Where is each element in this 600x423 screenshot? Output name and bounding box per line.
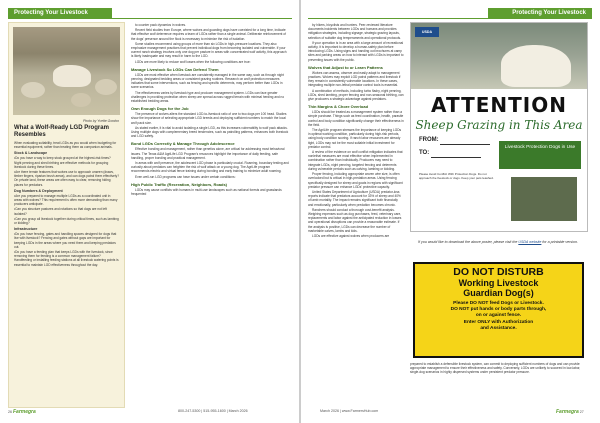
sidebar-box — [8, 22, 125, 408]
usda-logo: USDA — [415, 27, 439, 37]
body-paragraph: LGDs may cause conflicts with humans in multi-use landscapes such as national forests and grasslands frequented — [131, 187, 282, 197]
sidebar-intro: When evaluating suitability, treat LGDs as you would when budgeting for essential equipment, rather than treating them as companion animals. — [14, 141, 117, 150]
body-paragraph: Some studies recommend using groups of more than six LGDs in high-pressure locations. They also emphasize management practices that prevent individual dogs from becoming isolated and vulnerable. If your current ranch strategy involves only one dog per pasture in areas with concentrated wolf activity, this approach is likely inadequate and may result in harm to the LGD. — [131, 41, 287, 59]
section-heading: Manage Livestock So LGDs Can Defend Them — [131, 66, 219, 72]
page-number-left: 26 — [8, 410, 12, 414]
sidebar-bullet: • Can you structure pastures and rotations so that dogs are not left isolated? — [14, 207, 119, 215]
body-paragraph: Recent field studies from Europe, where wolves and guarding dogs have coexisted for a long time, indicate that effective wolf deterrence requires a team of LGDs rather than a single animal. Deliberate reinforcement of the dogs' presence around the flock is necessary to minimize the risk of isolation. — [131, 28, 286, 41]
body-paragraph: Ranchers should conduct a thorough cost-benefit analysis. Weighing expenses such as dog purchases, feed, veterinary care, replacements and labor against the anticipated reduction in losses and operational disruptions can provide a reasonable estimate. If the analysis is positive, LGDs can decrease the number of marketable calves, lambs and kids. — [308, 207, 402, 233]
sign-line-3: Guardian Dog(s) — [463, 288, 534, 298]
sidebar-heading: Dog Numbers & Deployment — [14, 188, 63, 193]
sign-small-5: and Assistance. — [480, 326, 517, 331]
poster-from: FROM: — [419, 135, 587, 145]
body-paragraph: LGDs are effective against wolves when producers are — [312, 233, 390, 238]
sign-line-2: Working Livestock — [458, 278, 539, 288]
header-right: Protecting Your Livestock — [488, 8, 592, 19]
brand-logo-left: Farmegra — [13, 409, 36, 415]
sidebar-bullet: • Do you have a feeding plan that keeps LGDs with the livestock, since removing them for feeding is a common management failure? Handfeeding or installing feeding stations at all livestock watering points is essential to maintain LGD effectiveness throughout the day. — [14, 250, 119, 267]
sidebar-title: What a Wolf-Ready LGD Program Resembles — [14, 125, 109, 138]
body-paragraph: As stated earlier, it is vital to avoid isolating a single LGD, as this increases vulnerability to wolf pack attacks. Using multiple dogs with complementary breed tendencies, such as patrolling patterns, enhances both livestock and LGD safety. — [131, 125, 289, 139]
body-paragraph: In areas with wolf presence, the adolescent LGD phase is particularly crucial. Roaming, boundary testing and curiosity about predators can heighten the risk of wolf attack on a young dog. The AgriLife program recommends electric and virtual fence training during bonding and early training to minimize adult roaming. — [131, 161, 289, 174]
sidebar-bullet: • Do you have a way to keep stock grouped at the highest-risk times? Night penning and shed birthing are effective methods for grouping livestock during these times. — [14, 156, 119, 169]
section-heading: High Public Traffic (Recreation, Neighbors, Roads) — [131, 181, 228, 187]
footer-right — [556, 409, 584, 415]
body-paragraph: Effective bonding and management, rather than genetics alone, are critical for addressing most behavioral issues. The Texas A&M AgriLife LGD Program's resources highlight the importance of daily feeding, safe handling, proper bonding and practical management. — [131, 147, 285, 160]
section-heading: Thin Margins & Chore Overload — [308, 104, 369, 110]
sidebar-bullet: • Are there terrain features that wolves use to approach unseen (draws, timber fingers, riparian brush areas), and can dogs patrol them effectively? On private land, these areas are often easy to clear, removing hiding places for predators. — [14, 170, 119, 187]
section-heading: Wolves that Adjust to or Learn Patterns — [308, 64, 383, 70]
body-paragraph: A review of the evidence on wolf conflict mitigation indicates that nonlethal measures are most effective when implemented in combination rather than individually. Producers may need to integrate LGDs, night penning, targeted fencing and deterrents during vulnerable periods such as calving, lambing or kidding. — [308, 150, 403, 171]
poster-caption: If you would like to download the above poster, please visit the USDA website for a printable version. — [418, 240, 578, 244]
poster-bottom — [419, 173, 581, 227]
poster-banner: Livestock Protection Dogs in Use — [499, 141, 581, 169]
body-paragraph: Proper fencing, including appropriate woven wire size, is often overlooked but is critical in high-predation areas. Using fencing specifically designed for sheep and goats in regions with significant predator pressure can enhance LGDs' protective capacity. — [308, 172, 403, 189]
article-column-3 — [308, 22, 404, 407]
sidebar-heading: Stock & Landscape — [14, 151, 48, 156]
footer-center-left: 800-247-5300 | 515-955-1600 | March 2026 — [178, 409, 248, 413]
sign-line-1: DO NOT DISTURB — [453, 266, 544, 278]
header-rule-right — [308, 18, 592, 19]
body-paragraph: LGDs are more likely to reduce wolf losses when the following conditions are true: — [135, 59, 251, 64]
body-paragraph: Even well-run LGD programs can have issues under certain conditions: — [135, 174, 236, 179]
sidebar-bullet: • Are you prepared to manage multiple LGDs as a coordinated unit in areas with wolves? This requirement is often more demanding than many producers anticipate. — [14, 194, 119, 207]
footer-center-right: March 2026 | www.FarmersHub.com — [320, 409, 379, 413]
body-paragraph: The effectiveness varies by livestock type and producer management system. LGDs can face greater challenges in providing protection when sheep are spread across rugged terrain with minimal herding and no established bedding areas. — [131, 90, 285, 104]
poster-to: TO: — [419, 148, 587, 158]
brand-logo-right: Farmegra — [556, 409, 579, 415]
poster-dog-photo — [511, 177, 577, 221]
sheep-dog-photo — [13, 27, 120, 115]
body-paragraph: The presence of wolves alters the standard LGD-to-livestock ratio of one to two dogs per 100 head. Studies show the importance of selecting appropriate LGD breeds and deploying sufficient numbers to match the local wolf pack size. — [131, 112, 287, 125]
body-paragraph: A combination of methods, including turbo fladry, night penning, LGDs, shed lambing, proper fencing and non-seasonal birthing, can give producers a strategic advantage against predators. — [308, 88, 404, 102]
poster-subtitle: Sheep Grazing in This Area — [415, 118, 583, 132]
sign-small-4: Enter ONLY with Authorization — [463, 320, 534, 325]
poster-photo — [411, 23, 587, 89]
body-paragraph: United States Department of Agriculture (USDA) predator-loss reports indicate that predators account for 33% of sheep and 40% of lamb mortality. The impact remains significant both financially and emotionally, particularly when predation becomes chronic. — [308, 189, 401, 207]
body-paragraph: The AgriLife program stresses the importance of keeping LGDs in optimal working condition, particularly during high-risk periods, using body condition scoring. If ranch labor resources are already tight, LGDs may not be the most suitable initial investment for predator control. — [308, 128, 402, 149]
article-column-2 — [131, 22, 289, 407]
poster-small-text: Please Avoid Conflict With Protection Dogs. Do not approach the livestock or dogs. Keep your pets leashed. — [419, 172, 494, 180]
body-paragraph: by hikers, bicyclists and hunters. Peer-reviewed literature documents incidents between LGDs and humans and provides mitigation strategies, including signage, strategic grazing layouts, selection of suitable dog temperaments and operational protocols. — [308, 23, 402, 40]
body-paragraph: Wolves can assess, observe and easily adapt to management practices. Wolves may exploit LGD patrol patterns and livestock if they remain in consistently vulnerable locations. In these cases, integrating multiple non-lethal predator control tools is essential. — [308, 70, 401, 88]
body-paragraph: If your operation is in an area with a large amount of recreational activity, it is important to develop a human-safety plan before introducing LGDs. Using signs and handing out brochures at camp sites and parking areas on how to interact with LGDs is important to preventing issues with the public. — [308, 40, 404, 62]
page-number-right: 27 — [579, 410, 584, 414]
attention-poster — [410, 22, 588, 232]
photo-credit: Photo by Yvette Gordon — [82, 119, 119, 123]
sidebar-heading: Infrastructure — [14, 227, 38, 232]
page-gutter — [299, 0, 301, 423]
poster-attention: ATTENTION — [431, 93, 567, 117]
sign-small-1: Please DO NOT feed Dogs or Livestock. — [453, 301, 544, 306]
body-paragraph: LGDs should be treated as a management system rather than a simple purchase. Things such as feed coordination, health, parasite control and body condition significantly change their effectiveness in the field. — [308, 110, 404, 127]
body-paragraph: to counter pack dynamics in wolves. — [135, 23, 187, 27]
footer-left — [8, 409, 36, 415]
sign-small-3: on or against fence. — [475, 313, 522, 318]
body-paragraph: LGDs are most effective when livestock are consistently managed in the same way, such as through night penning, designated bedding areas or consistent grazing routines. Research on wolf protection measures indicates that some interventions, such as fencing and specific deterrents, may perform better than LGDs in some scenarios. — [131, 72, 284, 90]
section-heading: Own Enough Dogs for the Job — [131, 106, 189, 112]
sign-small-2: DO NOT put hands or body parts through, — [450, 307, 547, 312]
sidebar-bullet: • Do you have fencing, gates and handling spaces designed for dogs that live with livestock? Fencing and gates without gaps are important for keeping LGDs in the areas where you need them and keeping predators out. — [14, 232, 119, 249]
usda-website-link[interactable]: USDA website — [518, 240, 542, 244]
do-not-disturb-sign — [413, 262, 584, 358]
header-left: Protecting Your Livestock — [8, 8, 112, 19]
header-rule-left — [8, 18, 292, 19]
section-heading: Bond LGDs Correctly & Manage Through Adolescence — [131, 141, 235, 147]
sidebar-bullet: • Can you group all livestock together during critical times, such as lambing or kidding? — [14, 217, 119, 225]
article-column-4-tail: prepared to establish a defensible livestock system, can commit to deploying sufficient numbers of dogs and can provide appropriate management to ensure their effectiveness and safety. Conversely, LGDs are unlikely to succeed in low-labor, single-dog scenarios in highly dispersed systems under persistent predator pressure. — [410, 362, 581, 375]
